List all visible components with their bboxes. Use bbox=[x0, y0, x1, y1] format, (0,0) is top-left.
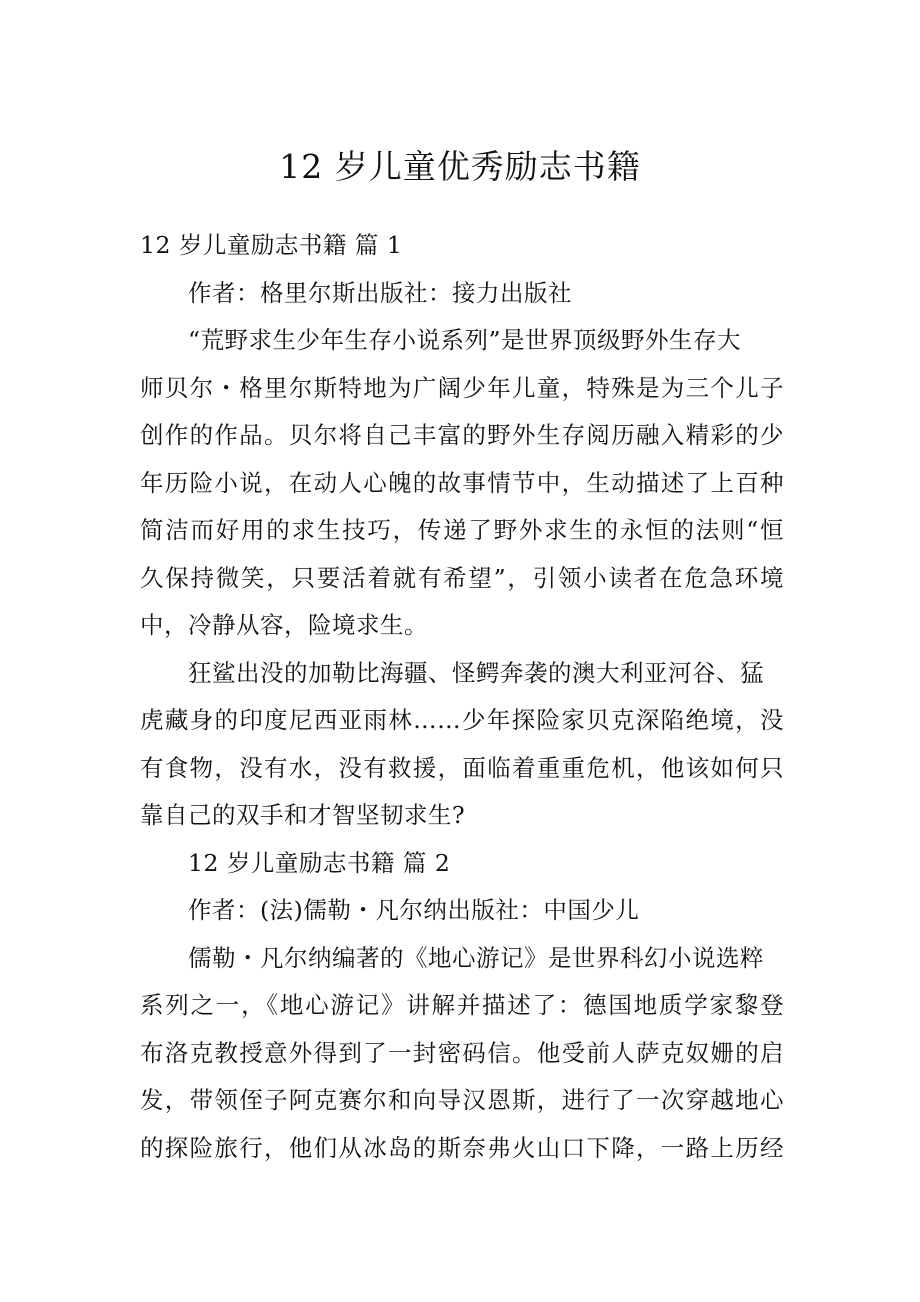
document-body bbox=[140, 222, 784, 1172]
paragraph-line: 布洛克教授意外得到了一封密码信。他受前人萨克奴姗的启 bbox=[140, 1038, 784, 1067]
paragraph-line: 虎藏身的印度尼西亚雨林……少年探险家贝克深陷绝境，没 bbox=[140, 706, 784, 734]
section-heading-1: 12 岁儿童励志书籍 篇 1 bbox=[140, 231, 403, 259]
author-line-2: 作者：(法)儒勒・凡尔纳出版社：中国少儿 bbox=[188, 896, 640, 924]
paragraph-line: 系列之一，《地心游记》讲解并描述了：德国地质学家黎登 bbox=[140, 991, 784, 1019]
paragraph-line: 靠自己的双手和才智坚韧求生? bbox=[140, 801, 466, 829]
paragraph-line: 年历险小说，在动人心魄的故事情节中，生动描述了上百种 bbox=[140, 468, 784, 497]
paragraph-line: 创作的作品。贝尔将自己丰富的野外生存阅历融入精彩的少 bbox=[140, 421, 784, 449]
document-title: 12 岁儿童优秀励志书籍 bbox=[279, 147, 641, 186]
paragraph-line: 简洁而好用的求生技巧，传递了野外求生的永恒的法则“恒 bbox=[140, 516, 784, 544]
paragraph-line: 儒勒・凡尔纳编著的《地心游记》是世界科幻小说选粹 bbox=[188, 943, 764, 972]
author-line-1: 作者：格里尔斯出版社：接力出版社 bbox=[188, 278, 572, 307]
paragraph-line: 久保持微笑，只要活着就有希望”，引领小读者在危急环境 bbox=[140, 563, 784, 592]
paragraph-line: 有食物，没有水，没有救援，面临着重重危机，他该如何只 bbox=[140, 753, 784, 782]
section-heading-2: 12 岁儿童励志书籍 篇 2 bbox=[188, 848, 451, 877]
paragraph-line: 狂鲨出没的加勒比海疆、怪鳄奔袭的澳大利亚河谷、猛 bbox=[188, 658, 764, 687]
paragraph-line: 发，带领侄子阿克赛尔和向导汉恩斯，进行了一次穿越地心 bbox=[140, 1086, 784, 1114]
paragraph-line: 师贝尔・格里尔斯特地为广阔少年儿童，特殊是为三个儿子 bbox=[140, 373, 784, 402]
paragraph-line: 中，冷静从容，险境求生。 bbox=[140, 611, 428, 639]
paragraph-line: “荒野求生少年生存小说系列”是世界顶级野外生存大 bbox=[188, 326, 742, 354]
paragraph-line: 的探险旅行，他们从冰岛的斯奈弗火山口下降，一路上历经 bbox=[140, 1133, 784, 1162]
